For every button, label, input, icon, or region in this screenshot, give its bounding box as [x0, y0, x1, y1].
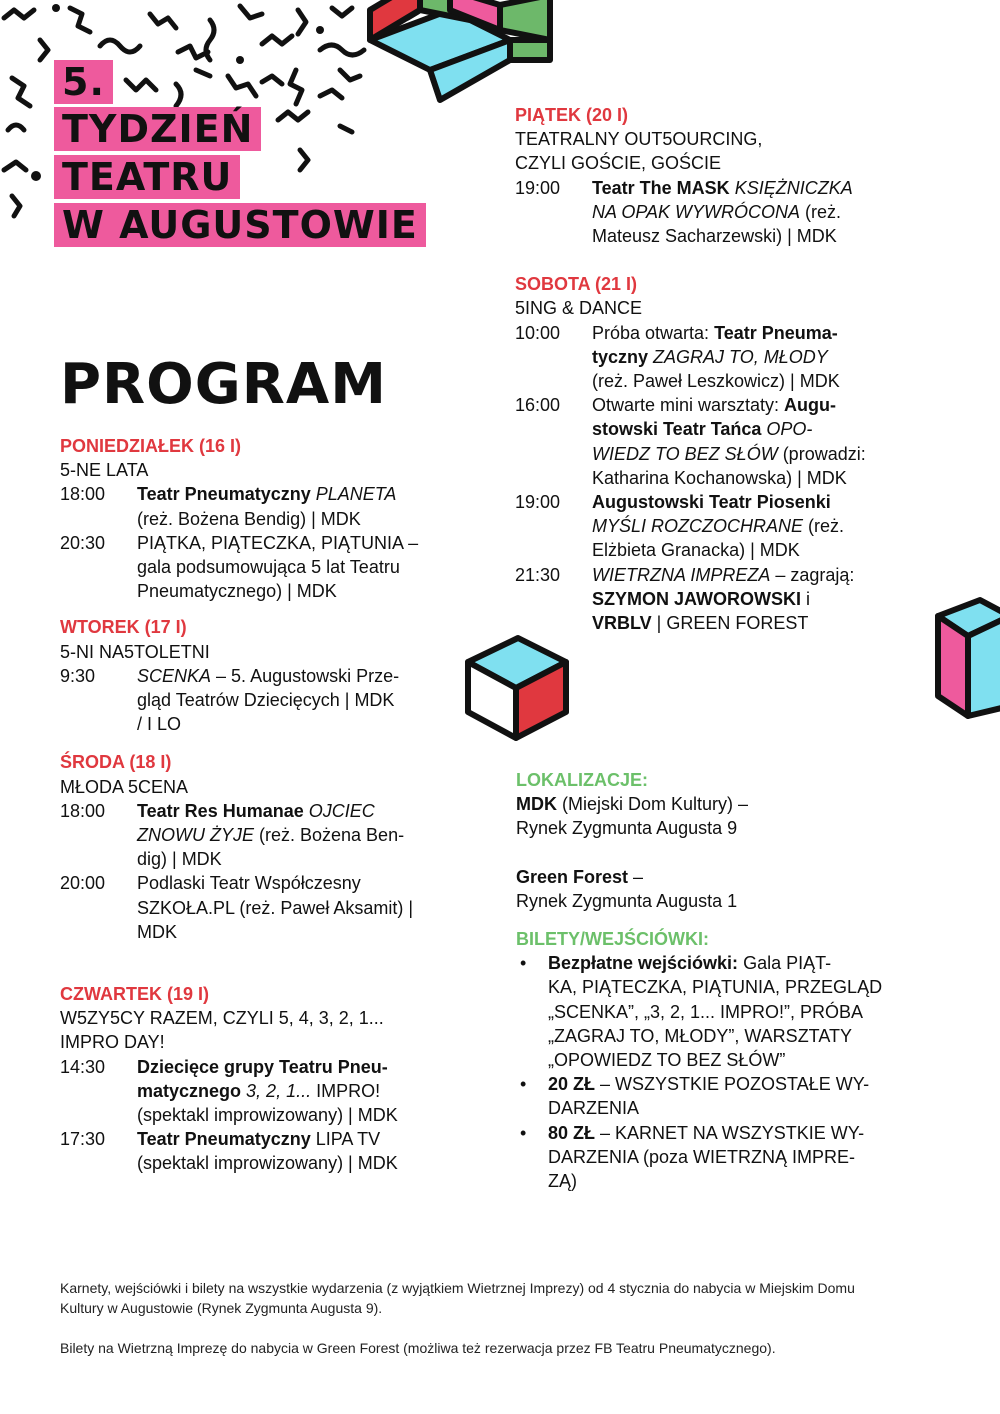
ticket-desc: Gala PIĄT-	[738, 953, 832, 974]
event-time: 14:30	[60, 1056, 106, 1077]
event-time: 16:00	[515, 395, 561, 416]
event-time: 18:00	[60, 484, 106, 505]
event-title: OPO-	[766, 419, 813, 440]
event-details: Elżbieta Granacka) | MDK	[592, 540, 800, 561]
day-subtitle: 5-NI NA5TOLETNI	[60, 641, 210, 662]
day-heading: SOBOTA (21 I)	[515, 274, 638, 295]
event-performer: matycznego	[137, 1080, 242, 1101]
day-monday	[60, 434, 420, 603]
event-performer: Podlaski Teatr Współczesny	[137, 873, 361, 894]
event-details: gala podsumowująca 5 lat Teatru	[137, 557, 400, 578]
event-time: 20:30	[60, 532, 106, 553]
day-subtitle: CZYLI GOŚCIE, GOŚCIE	[515, 153, 722, 174]
event-details: (reż.	[803, 516, 845, 537]
event-title: PLANETA	[315, 484, 397, 505]
event-title: WIETRZNA IMPREZA	[592, 564, 771, 585]
event-time: 10:00	[515, 322, 561, 343]
ticket-item	[516, 1072, 886, 1120]
event-details: – zagrają:	[770, 564, 855, 585]
event-title: NA OPAK WYWRÓCONA	[592, 201, 801, 222]
event-details: (reż. Bożena Bendig) | MDK	[137, 508, 361, 529]
day-heading: WTOREK (17 I)	[60, 617, 187, 638]
event-details: Mateusz Sacharzewski) | MDK	[592, 226, 837, 247]
event-details: (reż.	[800, 201, 842, 222]
title-number: 5.	[54, 60, 113, 104]
event	[60, 799, 420, 872]
day-subtitle: 5-NE LATA	[60, 460, 149, 481]
day-heading: PONIEDZIAŁEK (16 I)	[60, 436, 242, 456]
cube-icon	[360, 0, 560, 110]
program-left-column	[60, 434, 420, 1176]
event-details: MDK	[137, 921, 177, 942]
event-title: OJCIEC	[308, 800, 375, 821]
day-tuesday	[60, 615, 420, 736]
ticket-price: 20 ZŁ	[548, 1074, 596, 1095]
ticket-desc: DARZENIA (poza WIETRZNĄ IMPRE-	[548, 1146, 856, 1167]
event-time: 20:00	[60, 873, 106, 894]
location-address: Rynek Zygmunta Augusta 1	[516, 890, 738, 911]
event	[60, 482, 420, 530]
event-performer: Dziecięce grupy Teatru Pneu-	[137, 1056, 388, 1077]
day-thursday	[60, 982, 420, 1176]
day-subtitle: 5ING & DANCE	[515, 298, 643, 319]
locations-heading: LOKALIZACJE:	[516, 770, 648, 790]
event-details: Otwarte mini warsztaty:	[592, 395, 785, 416]
event-title: IMPRO!	[311, 1080, 381, 1101]
program-heading: PROGRAM	[60, 352, 387, 417]
event-details: – 5. Augustowski Prze-	[211, 665, 400, 686]
event-details: (spektakl improwizowany) | MDK	[137, 1153, 398, 1174]
bullet-icon: •	[520, 1074, 527, 1095]
day-heading: ŚRODA (18 I)	[60, 752, 172, 773]
event-time: 19:00	[515, 177, 561, 198]
day-friday	[515, 103, 885, 248]
footer-text: Karnety, wejściówki i bilety na wszystkie wydarzenia (z wyjątkiem Wietrznej Imprezy) od 4 stycznia do nabycia w Miejskim Domu	[60, 1280, 855, 1296]
footer-text: Bilety na Wietrzną Imprezę do nabycia w Green Forest (możliwa też rezerwacja przez FB Teatru Pneumatycznego).	[60, 1340, 776, 1356]
event-performer: Teatr Res Humanae	[137, 800, 304, 821]
cube-icon	[930, 596, 1000, 726]
event	[515, 490, 885, 563]
event-title: MYŚLI ROZCZOCHRANE	[592, 516, 804, 537]
footer-note-2	[60, 1338, 940, 1358]
event-performer: Teatr Pneumatyczny	[137, 484, 311, 505]
day-saturday	[515, 272, 885, 635]
event	[515, 563, 885, 636]
event-title: KSIĘŻNICZKA	[734, 177, 853, 198]
event	[515, 176, 885, 249]
event-time: 9:30	[60, 665, 96, 686]
event	[60, 664, 420, 737]
bullet-icon: •	[520, 953, 527, 974]
event	[60, 871, 420, 944]
event-performer: Teatr Pneuma-	[714, 322, 838, 343]
event	[60, 1127, 420, 1175]
cube-icon	[462, 632, 572, 744]
location-name: MDK	[516, 794, 557, 815]
footer-note-1	[60, 1278, 940, 1318]
event-title: 3, 2, 1...	[246, 1080, 312, 1101]
event-details: (reż. Paweł Leszkowicz) | MDK	[592, 371, 840, 392]
event-details: i	[801, 588, 811, 609]
day-subtitle: W5ZY5CY RAZEM, CZYLI 5, 4, 3, 2, 1...	[60, 1008, 384, 1029]
event-performer: Augustowski Teatr Piosenki	[592, 492, 831, 513]
event-title: WIEDZ TO BEZ SŁÓW	[592, 443, 778, 464]
event-time: 18:00	[60, 800, 106, 821]
ticket-desc: DARZENIA	[548, 1098, 640, 1119]
ticket-desc: „ZAGRAJ TO, MŁODY”, WARSZTATY	[548, 1025, 853, 1046]
location-desc: (Miejski Dom Kultury) –	[557, 794, 749, 815]
event	[60, 531, 420, 604]
ticket-desc: – WSZYSTKIE POZOSTAŁE WY-	[595, 1074, 870, 1095]
ticket-item	[516, 1121, 886, 1194]
title-line-tydzien: TYDZIEŃ	[54, 107, 261, 151]
location-name: Green Forest	[516, 866, 629, 887]
event-details: SZKOŁA.PL (reż. Paweł Aksamit) |	[137, 897, 414, 918]
event-performer: VRBLV	[592, 613, 652, 634]
event-details: dig) | MDK	[137, 849, 222, 870]
event-performer: tyczny	[592, 346, 649, 367]
event-time: 21:30	[515, 564, 561, 585]
event	[515, 321, 885, 394]
event-title: PIĄTKA, PIĄTECZKA, PIĄTUNIA –	[137, 532, 419, 553]
event-performer: Teatr The MASK	[592, 177, 730, 198]
ticket-desc: KA, PIĄTECZKA, PIĄTUNIA, PRZEGLĄD	[548, 977, 883, 998]
title-line-augustowie: W AUGUSTOWIE	[54, 203, 426, 247]
event-performer: SZYMON JAWOROWSKI	[592, 588, 802, 609]
ticket-label: Bezpłatne wejściówki:	[548, 953, 739, 974]
day-wednesday	[60, 750, 420, 944]
event-title: LIPA TV	[310, 1129, 381, 1150]
event-performer: Augu-	[784, 395, 837, 416]
day-subtitle: MŁODA 5CENA	[60, 776, 189, 797]
ticket-desc: – KARNET NA WSZYSTKIE WY-	[595, 1122, 865, 1143]
ticket-price: 80 ZŁ	[548, 1122, 596, 1143]
day-heading: PIĄTEK (20 I)	[515, 105, 629, 125]
event-details: / I LO	[137, 714, 182, 735]
bullet-icon: •	[520, 1122, 527, 1143]
program-right-column	[515, 103, 885, 635]
event	[60, 1055, 420, 1128]
ticket-desc: ZĄ)	[548, 1171, 577, 1192]
ticket-desc: „OPOWIEDZ TO BEZ SŁÓW”	[548, 1050, 786, 1071]
title-line-teatru: TEATRU	[54, 155, 240, 199]
event-details: Pneumatycznego) | MDK	[137, 581, 337, 602]
event-title: SCENKA	[137, 665, 212, 686]
event-details: | GREEN FOREST	[651, 613, 809, 634]
event-title: ZAGRAJ TO, MŁODY	[653, 346, 828, 367]
event-details: (spektakl improwizowany) | MDK	[137, 1105, 398, 1126]
event-time: 17:30	[60, 1129, 106, 1150]
ticket-item	[516, 951, 886, 1072]
event-performer: Teatr Pneumatyczny	[137, 1129, 311, 1150]
info-section	[516, 768, 886, 1193]
day-heading: CZWARTEK (19 I)	[60, 984, 210, 1005]
event-details: Próba otwarta:	[592, 322, 715, 343]
tickets-heading: BILETY/WEJŚCIÓWKI:	[516, 929, 709, 950]
event-details: gląd Teatrów Dziecięcych | MDK	[137, 690, 395, 711]
event-title: ZNOWU ŻYJE	[137, 825, 254, 846]
day-subtitle: IMPRO DAY!	[60, 1032, 165, 1053]
ticket-desc: „SCENKA”, „3, 2, 1... IMPRO!”, PRÓBA	[548, 1001, 864, 1022]
event	[515, 393, 885, 490]
location-desc: –	[628, 866, 644, 887]
location-address: Rynek Zygmunta Augusta 9	[516, 818, 738, 839]
footer-text: Kultury w Augustowie (Rynek Zygmunta Augusta 9).	[60, 1300, 383, 1316]
day-subtitle: TEATRALNY OUT5OURCING,	[515, 129, 763, 150]
event-time: 19:00	[515, 492, 561, 513]
event-details: (reż. Bożena Ben-	[254, 825, 405, 846]
event-details: (prowadzi:	[777, 443, 866, 464]
event-performer: stowski Teatr Tańca	[592, 419, 762, 440]
event-details: Katharina Kochanowska) | MDK	[592, 467, 847, 488]
